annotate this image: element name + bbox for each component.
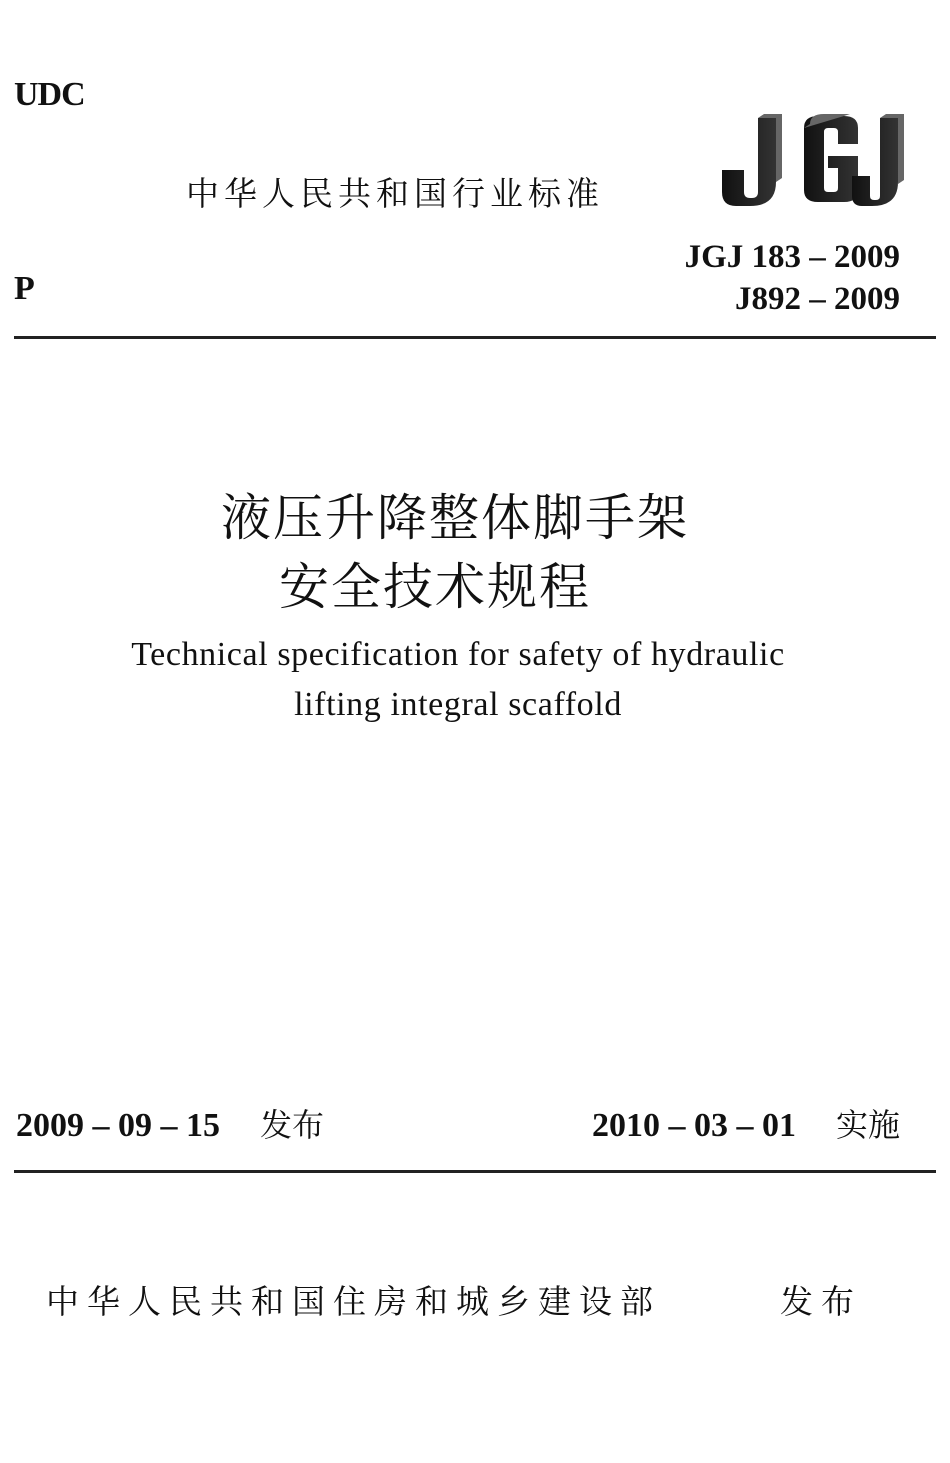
category-letter: P (14, 270, 35, 307)
title-en-line1: Technical specification for safety of hydraulic (131, 636, 785, 673)
issue-date: 2009 – 09 – 15 (16, 1107, 220, 1144)
header-divider (14, 336, 936, 339)
effective-date: 2010 – 03 – 01 (591, 1107, 796, 1144)
issuer-name: 中华人民共和国住房和城乡建设部 (46, 1282, 661, 1321)
effective-label: 实施 (835, 1106, 900, 1144)
udc-label: UDC (14, 76, 85, 113)
jgj-logo-icon (718, 112, 908, 212)
title-zh-line2: 安全技术规程 (279, 558, 591, 616)
issuer-action: 发布 (780, 1282, 862, 1321)
standard-codes (685, 236, 900, 320)
record-code: J892 – 2009 (735, 281, 900, 317)
footer-divider (14, 1170, 936, 1173)
standard-code: JGJ 183 – 2009 (684, 239, 900, 275)
issue-date-block (16, 1100, 324, 1146)
title-en-line2: lifting integral scaffold (294, 686, 622, 723)
effective-date-block (592, 1100, 900, 1146)
standard-type: 中华人民共和国行业标准 (186, 174, 604, 213)
issue-label: 发布 (260, 1106, 325, 1144)
title-zh-line1: 液压升降整体脚手架 (221, 489, 689, 547)
